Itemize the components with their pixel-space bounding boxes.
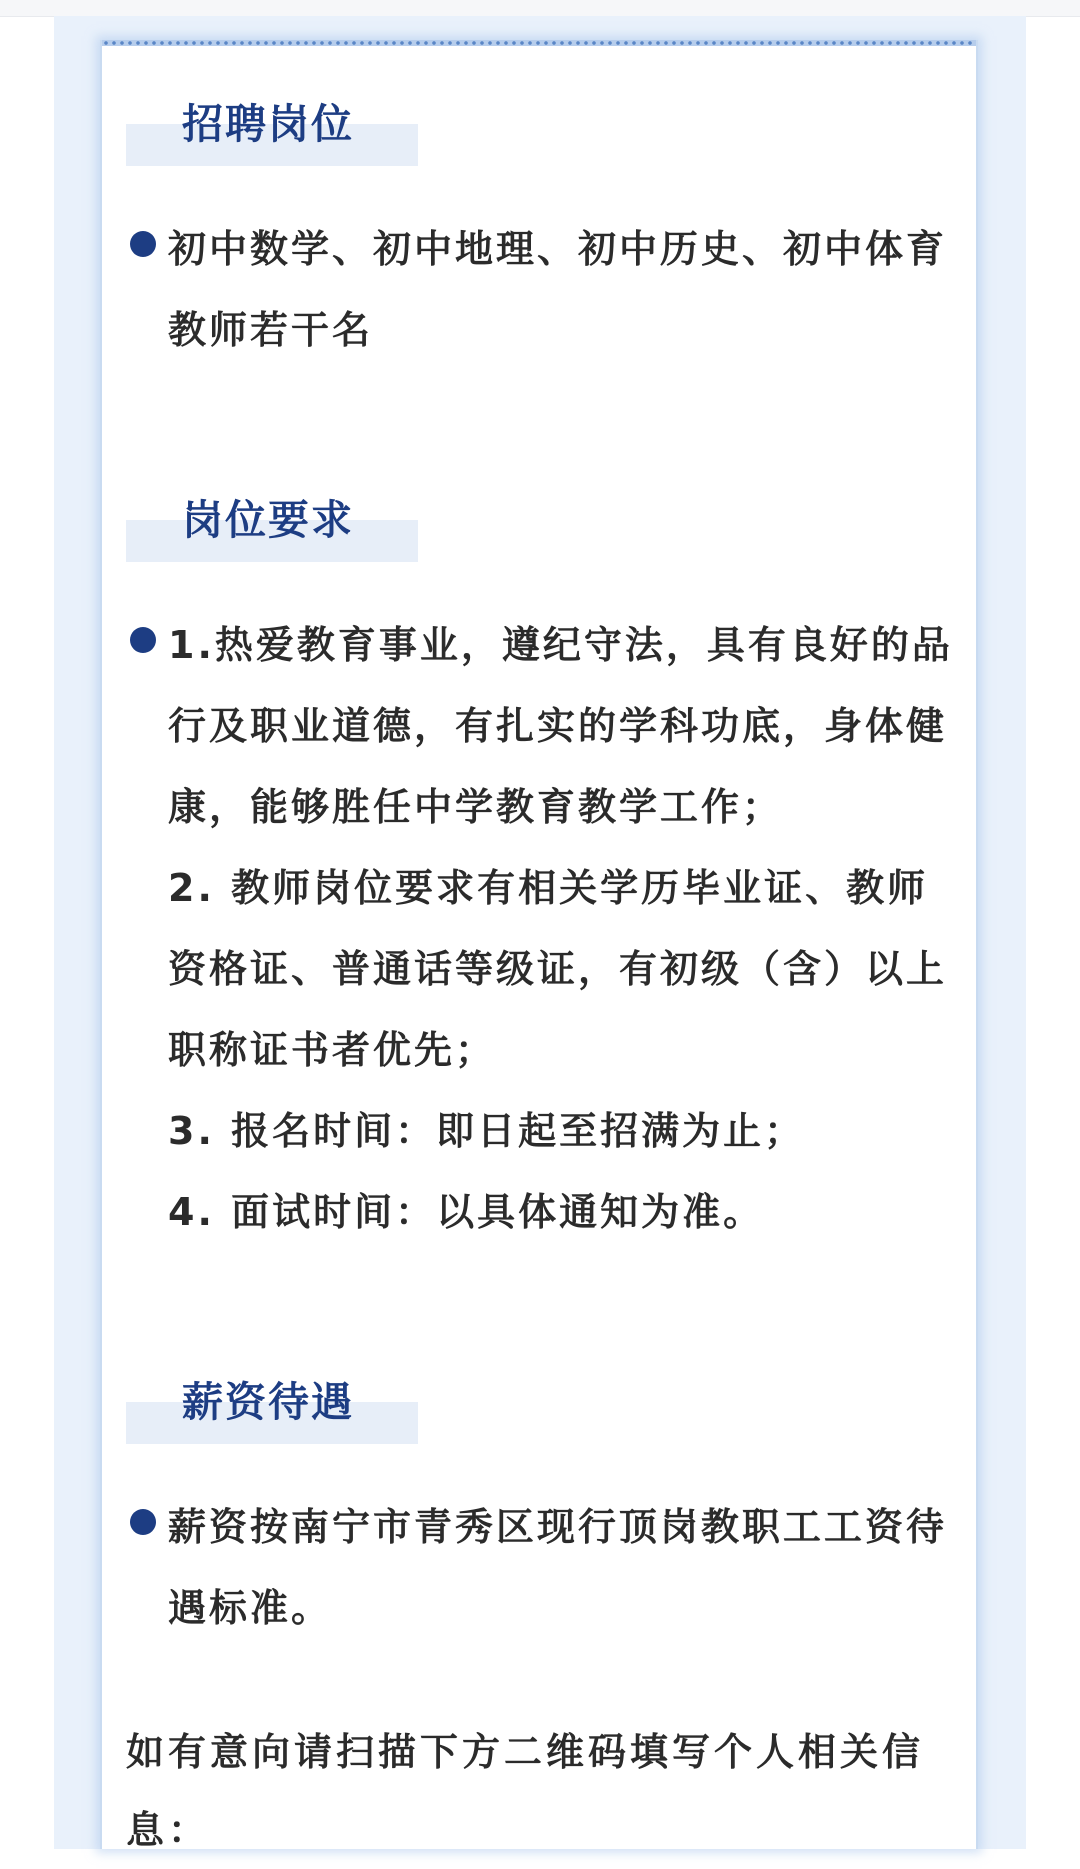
bullet-dot-icon [130,627,156,653]
bullet-dot-icon [130,1509,156,1535]
closing-text: 如有意向请扫描下方二维码填写个人相关信息： [126,1730,925,1852]
requirement-line: 4. 面试时间：以具体通知为准。 [168,1190,765,1234]
list-item [126,1487,960,1649]
requirement-line: 1.热爱教育事业，遵纪守法，具有良好的品行及职业道德，有扎实的学科功底，身体健康，能够胜任中学教育教学工作； [168,623,953,829]
section-title: 薪资待遇 [182,1378,354,1426]
item-text: 薪资按南宁市青秀区现行顶岗教职工工资待遇标准。 [168,1505,948,1630]
section-header-salary [126,1376,418,1444]
dotted-top-border [102,40,976,46]
requirement-line: 3. 报名时间：即日起至招满为止； [168,1109,806,1153]
top-strip [0,0,1080,17]
section-header-requirements [126,494,418,562]
bullet-dot-icon [130,231,156,257]
content-card [100,40,978,1852]
section-title: 招聘岗位 [182,100,354,148]
section-header-positions [126,98,418,166]
list-item [126,209,960,371]
requirement-line: 2. 教师岗位要求有相关学历毕业证、教师资格证、普通话等级证，有初级（含）以上职称证书者优先； [168,866,948,1072]
section-title: 岗位要求 [182,496,354,544]
item-text: 初中数学、初中地理、初中历史、初中体育教师若干名 [168,227,948,352]
list-item [126,605,960,1253]
